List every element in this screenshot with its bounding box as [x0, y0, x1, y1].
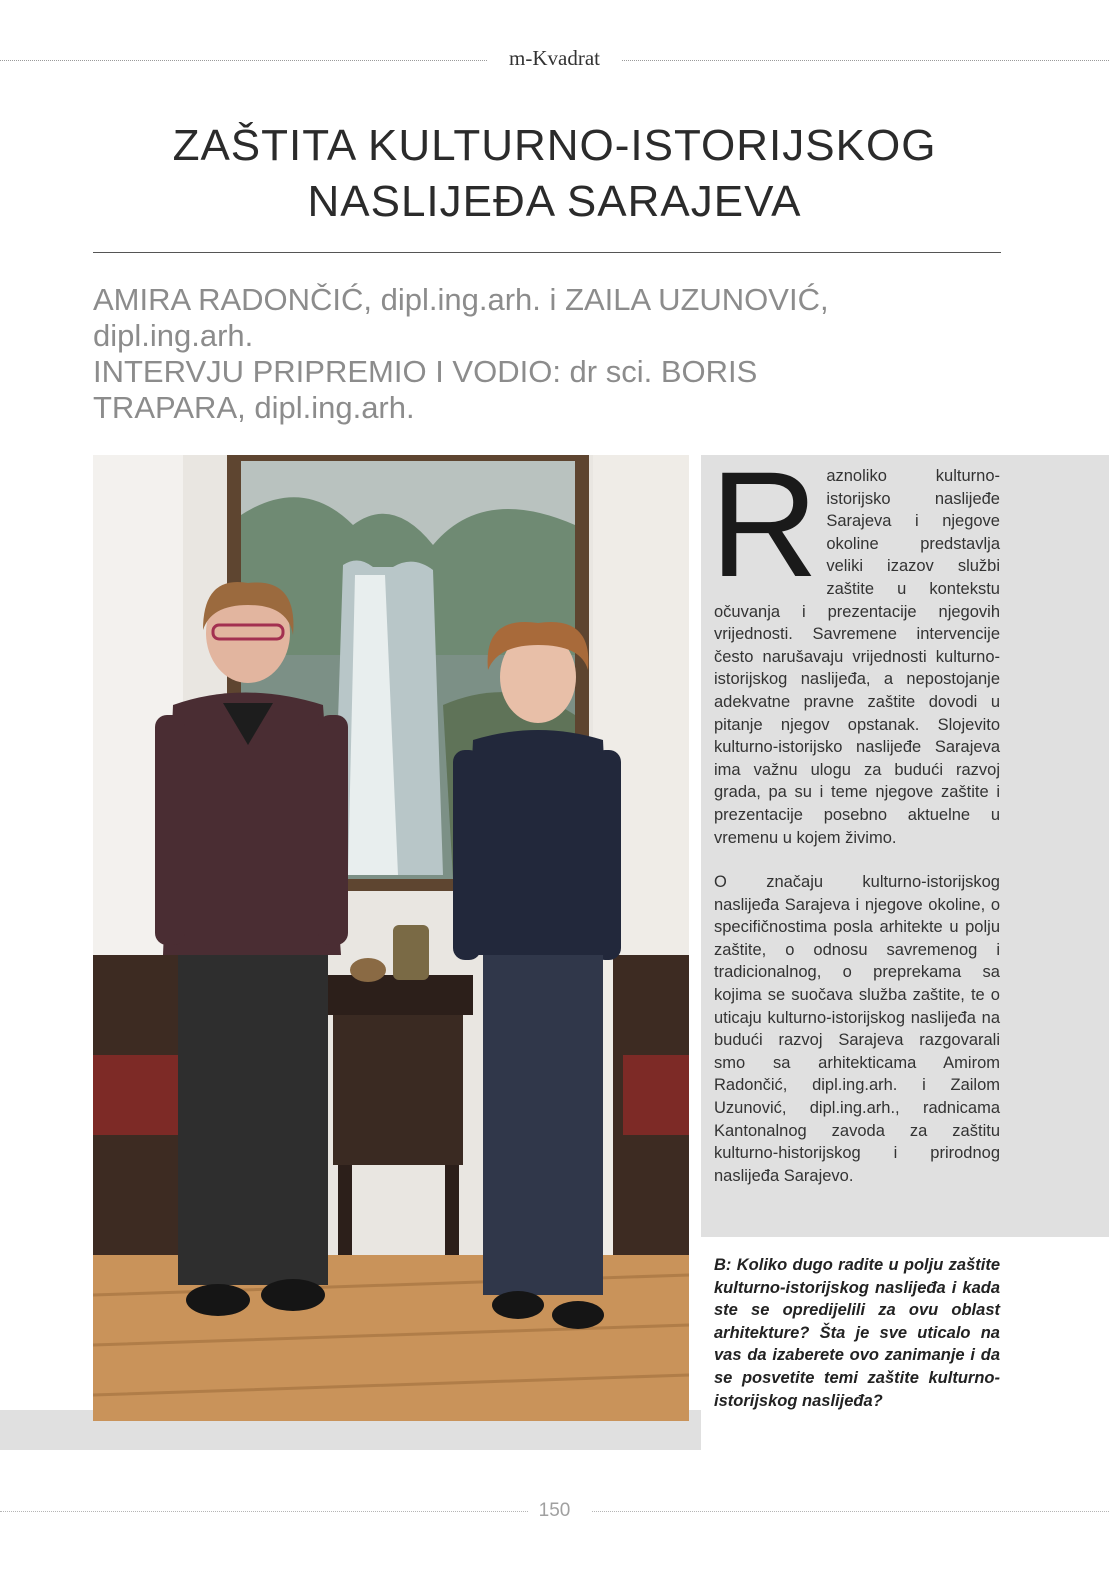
header-rule-right — [622, 60, 1109, 61]
intro-paragraph-1 — [710, 440, 1000, 849]
drop-cap: R — [710, 440, 819, 608]
intro-text — [710, 440, 1000, 1209]
interviewees-photo — [93, 455, 689, 1421]
magazine-name: m-Kvadrat — [509, 46, 600, 70]
authors-line-1: AMIRA RADONČIĆ, dipl.ing.arh. i ZAILA UZUNOVIĆ, — [93, 282, 829, 317]
interviewer-line-1: INTERVJU PRIPREMIO I VODIO: dr sci. BORIS — [93, 354, 758, 389]
article-title-line-2: NASLIJEĐA SARAJEVA — [307, 177, 802, 226]
footer-rule-right — [592, 1511, 1109, 1512]
intro-paragraph-2: O značaju kulturno-istorijskog naslijeđa Sarajeva i njegove okoline, o specifičnostima posla arhitekte u polju zaštite, o odnosu savremenog i tradicionalnog, o preprekama sa kojima se suočava služba zaštite, te o uticaju kulturno-istorijskog naslijeđa na budući razvoj Sarajeva razgovarali smo sa arhitekticama Amirom Radončić, dipl.ing.arh. i Zailom Uzunović, dipl.ing.arh., radnicama Kantonalnog zavoda za zaštitu kulturno-historijskog i prirodnog naslijeđa Sarajevo. — [714, 873, 1000, 1185]
article-title — [0, 118, 1109, 230]
interviewer-line-2: TRAPARA, dipl.ing.arh. — [93, 390, 415, 425]
author-block — [93, 282, 973, 426]
title-divider — [93, 252, 1001, 253]
authors-line-2: dipl.ing.arh. — [93, 318, 254, 353]
article-title-line-1: ZAŠTITA KULTURNO-ISTORIJSKOG — [172, 121, 937, 170]
page-number: 150 — [538, 1500, 571, 1521]
interview-question: B: Koliko dugo radite u polju zaštite kulturno-istorijskog naslijeđa i kada ste se opredijelili za ovu oblast arhitekture? Šta je sve uticalo na vas da izaberete ovo zanimanje i da se posvetite temi zaštite kulturno-istorijskog naslijeđa? — [714, 1256, 1000, 1410]
intro-paragraph-1-text: aznoliko kulturno-istorijsko naslijeđe Sarajeva i njegove okoline predstavlja veliki izazov službi zaštite u kontekstu očuvanja i prezentacije njegovih vrijednosti. Savremene intervencije često narušavaju vrijednosti kulturno-istorijskog naslijeđa, a nepostojanje adekvatne pravne zaštite dovodi u pitanje njegov opstanak. Slojevito kulturno-istorijsko naslijeđe Sarajeva ima važnu ulogu za budući razvoj grada, pa su i teme njegove zaštite i prezentacije posebno aktuelne u vremenu u kojem živimo. — [714, 467, 1000, 847]
